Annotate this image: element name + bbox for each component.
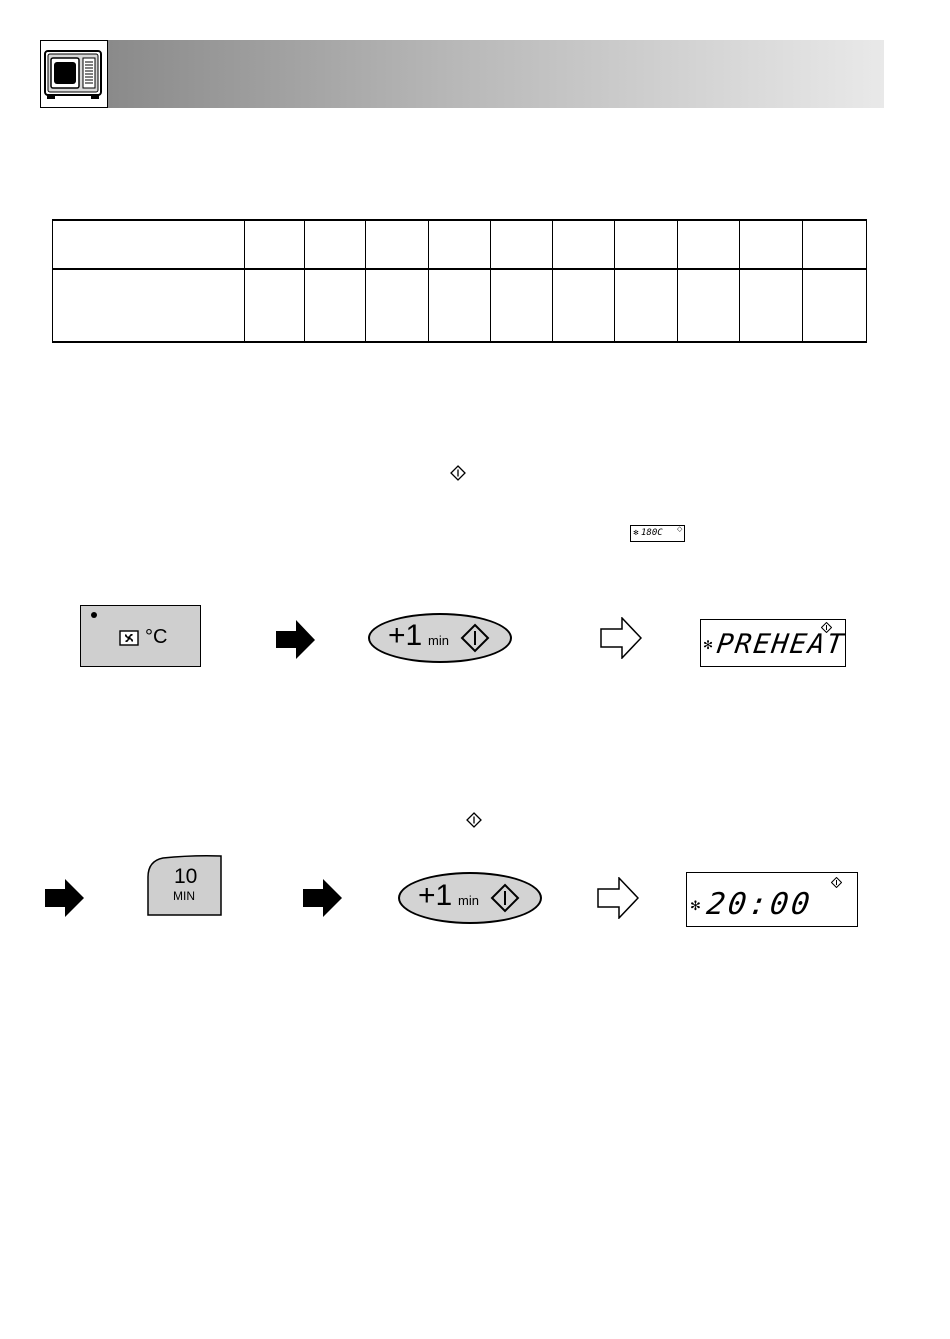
fan-oven-key[interactable] — [80, 605, 201, 667]
display-text: PREHEAT — [714, 629, 847, 660]
display-text: 20:00 — [704, 887, 815, 922]
table-cell — [740, 269, 803, 342]
table-cell — [429, 269, 491, 342]
table-cell — [615, 269, 678, 342]
min-unit-label: MIN — [173, 889, 195, 903]
plus-one-label: +1 — [388, 619, 423, 652]
start-diamond-icon — [466, 812, 482, 828]
start-diamond-icon — [460, 623, 490, 653]
header-bar — [108, 40, 884, 108]
table-cell — [491, 220, 553, 269]
table-cell — [553, 269, 615, 342]
ten-min-button[interactable] — [147, 855, 222, 916]
table-cell — [305, 269, 366, 342]
arrow-right-icon — [45, 879, 85, 917]
plus-one-min-start-button[interactable] — [368, 613, 512, 663]
ten-label: 10 — [174, 865, 198, 888]
min-label: min — [428, 633, 449, 648]
table-row — [53, 269, 867, 342]
table-cell — [678, 269, 740, 342]
table-row — [53, 220, 867, 269]
table-cell — [305, 220, 366, 269]
table-cell — [245, 269, 305, 342]
mini-display — [630, 525, 685, 542]
display-preheat — [700, 619, 846, 667]
indicator-dot — [91, 612, 97, 618]
table-cell — [366, 269, 429, 342]
arrow-right-outline-icon — [597, 877, 639, 919]
table-cell — [553, 220, 615, 269]
arrow-right-outline-icon — [600, 617, 642, 659]
start-diamond-icon — [450, 465, 466, 481]
table-cell — [366, 220, 429, 269]
celsius-label: °C — [145, 626, 168, 648]
fan-icon — [119, 630, 139, 646]
fan-icon: ✻ — [633, 530, 639, 537]
table-cell — [245, 220, 305, 269]
table-cell — [53, 220, 245, 269]
table-cell — [678, 220, 740, 269]
mini-display-text: 180C — [641, 528, 663, 538]
start-indicator-icon — [831, 877, 842, 888]
start-indicator-icon: ◇ — [677, 526, 683, 533]
table-cell — [803, 220, 867, 269]
min-label: min — [458, 893, 479, 908]
table-cell — [53, 269, 245, 342]
arrow-right-icon — [303, 879, 343, 917]
fan-icon: ✻ — [703, 638, 714, 652]
plus-one-label: +1 — [418, 879, 453, 912]
start-diamond-icon — [490, 883, 520, 913]
table-cell — [429, 220, 491, 269]
power-table — [52, 219, 867, 343]
table-cell — [803, 269, 867, 342]
arrow-right-icon — [276, 620, 316, 660]
microwave-oven-icon — [41, 41, 107, 107]
plus-one-min-start-button[interactable] — [398, 872, 542, 924]
display-time — [686, 872, 858, 927]
table-cell — [491, 269, 553, 342]
table-cell — [615, 220, 678, 269]
fan-icon: ✻ — [690, 898, 701, 913]
header-icon-box — [40, 40, 108, 108]
table-cell — [740, 220, 803, 269]
